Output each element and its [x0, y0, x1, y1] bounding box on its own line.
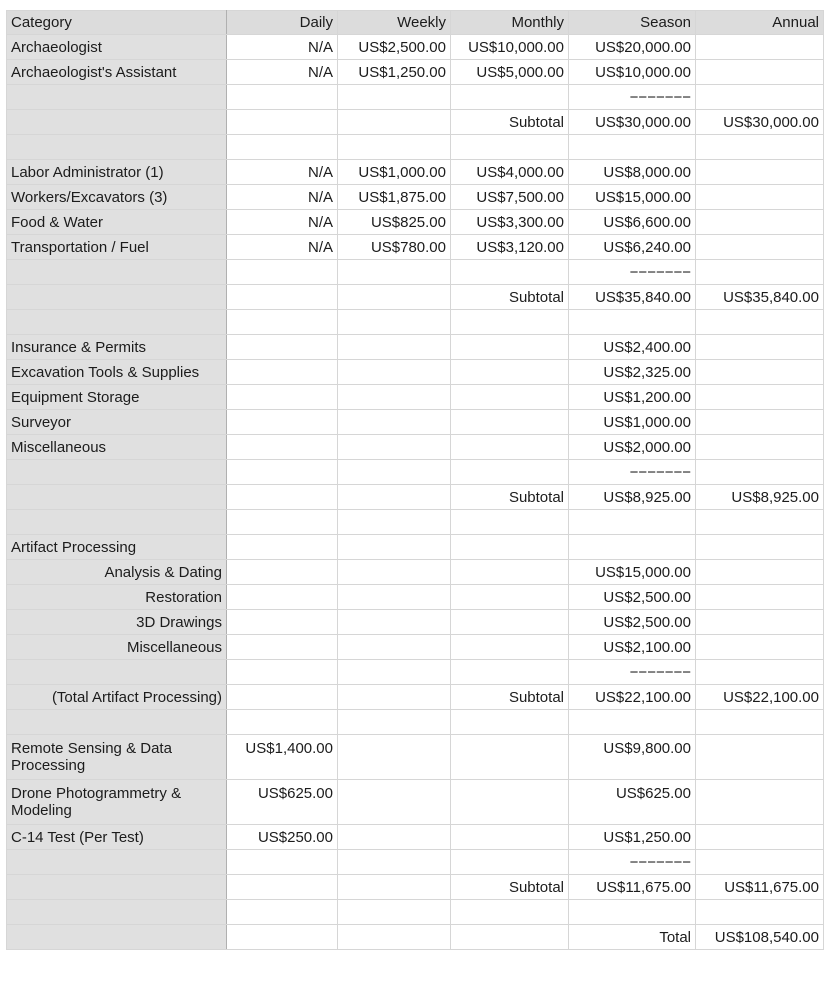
cell-category[interactable]: Artifact Processing	[7, 535, 227, 560]
cell-season[interactable]: US$2,100.00	[569, 635, 696, 660]
cell-weekly[interactable]	[338, 485, 451, 510]
cell-weekly[interactable]	[338, 510, 451, 535]
cell-season[interactable]: US$30,000.00	[569, 110, 696, 135]
cell-daily[interactable]	[227, 535, 338, 560]
cell-category[interactable]	[7, 850, 227, 875]
cell-monthly[interactable]	[451, 585, 569, 610]
cell-annual[interactable]	[696, 435, 824, 460]
cell-weekly[interactable]: US$2,500.00	[338, 35, 451, 60]
cell-daily[interactable]: N/A	[227, 35, 338, 60]
cell-monthly[interactable]	[451, 735, 569, 780]
cell-weekly[interactable]: US$780.00	[338, 235, 451, 260]
cell-annual[interactable]: US$30,000.00	[696, 110, 824, 135]
cell-monthly[interactable]	[451, 610, 569, 635]
cell-annual[interactable]	[696, 635, 824, 660]
table-row	[7, 560, 824, 585]
cell-annual[interactable]	[696, 360, 824, 385]
header-cell-daily[interactable]: Daily	[227, 11, 338, 35]
cell-weekly[interactable]	[338, 535, 451, 560]
cell-weekly[interactable]	[338, 900, 451, 925]
cell-season[interactable]: US$2,325.00	[569, 360, 696, 385]
cell-weekly[interactable]	[338, 360, 451, 385]
table-row	[7, 460, 824, 485]
header-cell-weekly[interactable]: Weekly	[338, 11, 451, 35]
cell-weekly[interactable]	[338, 780, 451, 825]
cell-annual[interactable]	[696, 410, 824, 435]
cell-annual[interactable]: US$8,925.00	[696, 485, 824, 510]
cell-monthly[interactable]	[451, 135, 569, 160]
cell-annual[interactable]: US$11,675.00	[696, 875, 824, 900]
cell-season[interactable]: US$1,000.00	[569, 410, 696, 435]
cell-daily[interactable]	[227, 850, 338, 875]
cell-season[interactable]: US$2,000.00	[569, 435, 696, 460]
cell-category[interactable]: Food & Water	[7, 210, 227, 235]
cell-weekly[interactable]	[338, 410, 451, 435]
cell-annual[interactable]	[696, 310, 824, 335]
cell-monthly[interactable]: Subtotal	[451, 485, 569, 510]
cell-weekly[interactable]	[338, 660, 451, 685]
table-row	[7, 535, 824, 560]
cell-annual[interactable]	[696, 900, 824, 925]
cell-annual[interactable]	[696, 585, 824, 610]
cell-annual[interactable]	[696, 710, 824, 735]
cell-daily[interactable]: N/A	[227, 235, 338, 260]
cell-weekly[interactable]	[338, 560, 451, 585]
cell-category[interactable]	[7, 260, 227, 285]
table-row	[7, 710, 824, 735]
header-row	[7, 11, 824, 35]
cell-daily[interactable]	[227, 925, 338, 950]
cell-monthly[interactable]	[451, 335, 569, 360]
cell-monthly[interactable]: US$5,000.00	[451, 60, 569, 85]
cell-weekly[interactable]	[338, 335, 451, 360]
cell-weekly[interactable]	[338, 260, 451, 285]
table-row	[7, 850, 824, 875]
cell-season[interactable]: −−−−−−−	[569, 660, 696, 685]
table-row	[7, 825, 824, 850]
cell-daily[interactable]	[227, 900, 338, 925]
table-row	[7, 35, 824, 60]
table-row	[7, 185, 824, 210]
cell-monthly[interactable]: US$3,300.00	[451, 210, 569, 235]
table-row	[7, 310, 824, 335]
cell-season[interactable]	[569, 510, 696, 535]
cell-season[interactable]	[569, 135, 696, 160]
cell-season[interactable]	[569, 900, 696, 925]
cell-daily[interactable]: N/A	[227, 160, 338, 185]
table-row	[7, 925, 824, 950]
cell-annual[interactable]	[696, 185, 824, 210]
cell-annual[interactable]	[696, 560, 824, 585]
cell-daily[interactable]	[227, 875, 338, 900]
cell-category[interactable]: Excavation Tools & Supplies	[7, 360, 227, 385]
cell-annual[interactable]	[696, 610, 824, 635]
cell-monthly[interactable]: US$4,000.00	[451, 160, 569, 185]
table-row	[7, 635, 824, 660]
cell-annual[interactable]	[696, 780, 824, 825]
cell-annual[interactable]	[696, 60, 824, 85]
cell-daily[interactable]	[227, 310, 338, 335]
table-row	[7, 385, 824, 410]
cell-weekly[interactable]	[338, 85, 451, 110]
cell-weekly[interactable]	[338, 610, 451, 635]
cell-weekly[interactable]	[338, 435, 451, 460]
cell-category[interactable]: Miscellaneous	[7, 435, 227, 460]
cell-season[interactable]: −−−−−−−	[569, 460, 696, 485]
cell-category[interactable]: Archaeologist	[7, 35, 227, 60]
cell-daily[interactable]	[227, 510, 338, 535]
cell-season[interactable]: US$6,240.00	[569, 235, 696, 260]
sheet-body	[7, 35, 824, 950]
table-row	[7, 585, 824, 610]
cell-monthly[interactable]	[451, 410, 569, 435]
table-row	[7, 780, 824, 825]
budget-spreadsheet	[6, 10, 824, 950]
table-row	[7, 410, 824, 435]
cell-daily[interactable]	[227, 435, 338, 460]
cell-season[interactable]: US$11,675.00	[569, 875, 696, 900]
cell-daily[interactable]	[227, 635, 338, 660]
cell-category[interactable]	[7, 660, 227, 685]
cell-daily[interactable]	[227, 260, 338, 285]
cell-monthly[interactable]	[451, 385, 569, 410]
cell-weekly[interactable]	[338, 735, 451, 780]
cell-season[interactable]: US$1,200.00	[569, 385, 696, 410]
header-cell-season[interactable]: Season	[569, 11, 696, 35]
cell-daily[interactable]: US$625.00	[227, 780, 338, 825]
cell-daily[interactable]	[227, 685, 338, 710]
cell-monthly[interactable]: US$3,120.00	[451, 235, 569, 260]
cell-monthly[interactable]	[451, 635, 569, 660]
table-row	[7, 735, 824, 780]
cell-daily[interactable]: US$250.00	[227, 825, 338, 850]
cell-season[interactable]: US$2,500.00	[569, 610, 696, 635]
cell-annual[interactable]	[696, 210, 824, 235]
cell-daily[interactable]	[227, 110, 338, 135]
cell-category[interactable]: (Total Artifact Processing)	[7, 685, 227, 710]
cell-category[interactable]	[7, 460, 227, 485]
cell-weekly[interactable]	[338, 925, 451, 950]
table-row	[7, 235, 824, 260]
cell-daily[interactable]	[227, 285, 338, 310]
table-row	[7, 60, 824, 85]
cell-monthly[interactable]: Subtotal	[451, 285, 569, 310]
table-row	[7, 685, 824, 710]
table-row	[7, 900, 824, 925]
cell-season[interactable]: US$625.00	[569, 780, 696, 825]
cell-weekly[interactable]	[338, 825, 451, 850]
table-row	[7, 210, 824, 235]
cell-annual[interactable]	[696, 460, 824, 485]
cell-weekly[interactable]	[338, 285, 451, 310]
cell-season[interactable]: US$8,925.00	[569, 485, 696, 510]
cell-season[interactable]	[569, 310, 696, 335]
cell-weekly[interactable]	[338, 635, 451, 660]
table-row	[7, 110, 824, 135]
cell-annual[interactable]	[696, 385, 824, 410]
cell-season[interactable]: −−−−−−−	[569, 85, 696, 110]
cell-weekly[interactable]	[338, 385, 451, 410]
cell-weekly[interactable]	[338, 310, 451, 335]
cell-daily[interactable]	[227, 360, 338, 385]
cell-annual[interactable]: US$108,540.00	[696, 925, 824, 950]
cell-weekly[interactable]	[338, 710, 451, 735]
cell-daily[interactable]	[227, 460, 338, 485]
table-row	[7, 510, 824, 535]
header-cell-annual[interactable]: Annual	[696, 11, 824, 35]
table-row	[7, 135, 824, 160]
cell-daily[interactable]	[227, 85, 338, 110]
cell-daily[interactable]	[227, 135, 338, 160]
cell-daily[interactable]	[227, 660, 338, 685]
cell-daily[interactable]: N/A	[227, 185, 338, 210]
cell-monthly[interactable]	[451, 360, 569, 385]
cell-season[interactable]: US$35,840.00	[569, 285, 696, 310]
cell-category[interactable]	[7, 485, 227, 510]
table-row	[7, 435, 824, 460]
cell-daily[interactable]	[227, 410, 338, 435]
cell-weekly[interactable]	[338, 135, 451, 160]
cell-category[interactable]	[7, 925, 227, 950]
cell-annual[interactable]	[696, 735, 824, 780]
cell-category[interactable]	[7, 875, 227, 900]
cell-daily[interactable]: N/A	[227, 210, 338, 235]
cell-category[interactable]: Analysis & Dating	[7, 560, 227, 585]
cell-category[interactable]: Surveyor	[7, 410, 227, 435]
cell-annual[interactable]	[696, 85, 824, 110]
cell-category[interactable]	[7, 110, 227, 135]
table-row	[7, 160, 824, 185]
cell-category[interactable]	[7, 900, 227, 925]
cell-season[interactable]: US$2,500.00	[569, 585, 696, 610]
cell-season[interactable]: Total	[569, 925, 696, 950]
cell-season[interactable]: US$1,250.00	[569, 825, 696, 850]
cell-daily[interactable]	[227, 585, 338, 610]
cell-weekly[interactable]	[338, 110, 451, 135]
cell-category[interactable]: Archaeologist's Assistant	[7, 60, 227, 85]
cell-monthly[interactable]: Subtotal	[451, 110, 569, 135]
cell-monthly[interactable]: US$7,500.00	[451, 185, 569, 210]
cell-daily[interactable]	[227, 710, 338, 735]
cell-weekly[interactable]	[338, 875, 451, 900]
cell-monthly[interactable]: Subtotal	[451, 685, 569, 710]
cell-annual[interactable]	[696, 235, 824, 260]
cell-monthly[interactable]	[451, 560, 569, 585]
cell-monthly[interactable]	[451, 900, 569, 925]
cell-monthly[interactable]: Subtotal	[451, 875, 569, 900]
cell-annual[interactable]	[696, 135, 824, 160]
cell-season[interactable]: US$15,000.00	[569, 560, 696, 585]
table-row	[7, 875, 824, 900]
cell-category[interactable]: 3D Drawings	[7, 610, 227, 635]
table-row	[7, 610, 824, 635]
cell-category[interactable]: Equipment Storage	[7, 385, 227, 410]
cell-season[interactable]: US$20,000.00	[569, 35, 696, 60]
cell-daily[interactable]: N/A	[227, 60, 338, 85]
cell-category[interactable]: Remote Sensing & Data Processing	[7, 735, 227, 780]
cell-season[interactable]	[569, 710, 696, 735]
cell-weekly[interactable]	[338, 585, 451, 610]
cell-category[interactable]	[7, 510, 227, 535]
cell-season[interactable]: US$6,600.00	[569, 210, 696, 235]
cell-monthly[interactable]	[451, 535, 569, 560]
cell-season[interactable]: US$9,800.00	[569, 735, 696, 780]
cell-daily[interactable]: US$1,400.00	[227, 735, 338, 780]
cell-season[interactable]: −−−−−−−	[569, 260, 696, 285]
cell-monthly[interactable]	[451, 710, 569, 735]
cell-category[interactable]: Transportation / Fuel	[7, 235, 227, 260]
cell-annual[interactable]	[696, 335, 824, 360]
cell-category[interactable]	[7, 135, 227, 160]
cell-annual[interactable]	[696, 510, 824, 535]
cell-season[interactable]: −−−−−−−	[569, 850, 696, 875]
cell-monthly[interactable]	[451, 925, 569, 950]
cell-category[interactable]	[7, 310, 227, 335]
cell-category[interactable]: Miscellaneous	[7, 635, 227, 660]
cell-daily[interactable]	[227, 610, 338, 635]
cell-daily[interactable]	[227, 335, 338, 360]
cell-category[interactable]: Insurance & Permits	[7, 335, 227, 360]
cell-season[interactable]: US$15,000.00	[569, 185, 696, 210]
cell-monthly[interactable]	[451, 260, 569, 285]
cell-monthly[interactable]	[451, 310, 569, 335]
cell-annual[interactable]	[696, 535, 824, 560]
cell-annual[interactable]	[696, 35, 824, 60]
cell-category[interactable]	[7, 710, 227, 735]
table-row	[7, 335, 824, 360]
cell-monthly[interactable]	[451, 85, 569, 110]
cell-season[interactable]: US$10,000.00	[569, 60, 696, 85]
cell-weekly[interactable]	[338, 850, 451, 875]
cell-annual[interactable]: US$22,100.00	[696, 685, 824, 710]
table-row	[7, 85, 824, 110]
cell-annual[interactable]: US$35,840.00	[696, 285, 824, 310]
cell-weekly[interactable]	[338, 685, 451, 710]
cell-daily[interactable]	[227, 560, 338, 585]
cell-weekly[interactable]: US$825.00	[338, 210, 451, 235]
cell-season[interactable]	[569, 535, 696, 560]
cell-weekly[interactable]: US$1,875.00	[338, 185, 451, 210]
cell-daily[interactable]	[227, 385, 338, 410]
cell-monthly[interactable]	[451, 435, 569, 460]
cell-annual[interactable]	[696, 850, 824, 875]
table-row	[7, 485, 824, 510]
cell-weekly[interactable]	[338, 460, 451, 485]
table-row	[7, 660, 824, 685]
cell-monthly[interactable]	[451, 660, 569, 685]
cell-daily[interactable]	[227, 485, 338, 510]
cell-annual[interactable]	[696, 825, 824, 850]
cell-annual[interactable]	[696, 160, 824, 185]
cell-category[interactable]: C-14 Test (Per Test)	[7, 825, 227, 850]
cell-monthly[interactable]	[451, 510, 569, 535]
cell-season[interactable]: US$22,100.00	[569, 685, 696, 710]
cell-category[interactable]: Drone Photogrammetry & Modeling	[7, 780, 227, 825]
cell-monthly[interactable]	[451, 780, 569, 825]
header-cell-monthly[interactable]: Monthly	[451, 11, 569, 35]
cell-season[interactable]: US$2,400.00	[569, 335, 696, 360]
cell-annual[interactable]	[696, 260, 824, 285]
cell-weekly[interactable]: US$1,250.00	[338, 60, 451, 85]
cell-annual[interactable]	[696, 660, 824, 685]
table-row	[7, 260, 824, 285]
table-row	[7, 285, 824, 310]
cell-season[interactable]: US$8,000.00	[569, 160, 696, 185]
cell-category[interactable]: Workers/Excavators (3)	[7, 185, 227, 210]
table-row	[7, 360, 824, 385]
cell-monthly[interactable]	[451, 850, 569, 875]
cell-category[interactable]	[7, 285, 227, 310]
cell-monthly[interactable]	[451, 825, 569, 850]
cell-monthly[interactable]: US$10,000.00	[451, 35, 569, 60]
cell-monthly[interactable]	[451, 460, 569, 485]
cell-category[interactable]: Restoration	[7, 585, 227, 610]
cell-category[interactable]	[7, 85, 227, 110]
header-cell-category[interactable]: Category	[7, 11, 227, 35]
cell-category[interactable]: Labor Administrator (1)	[7, 160, 227, 185]
cell-weekly[interactable]: US$1,000.00	[338, 160, 451, 185]
